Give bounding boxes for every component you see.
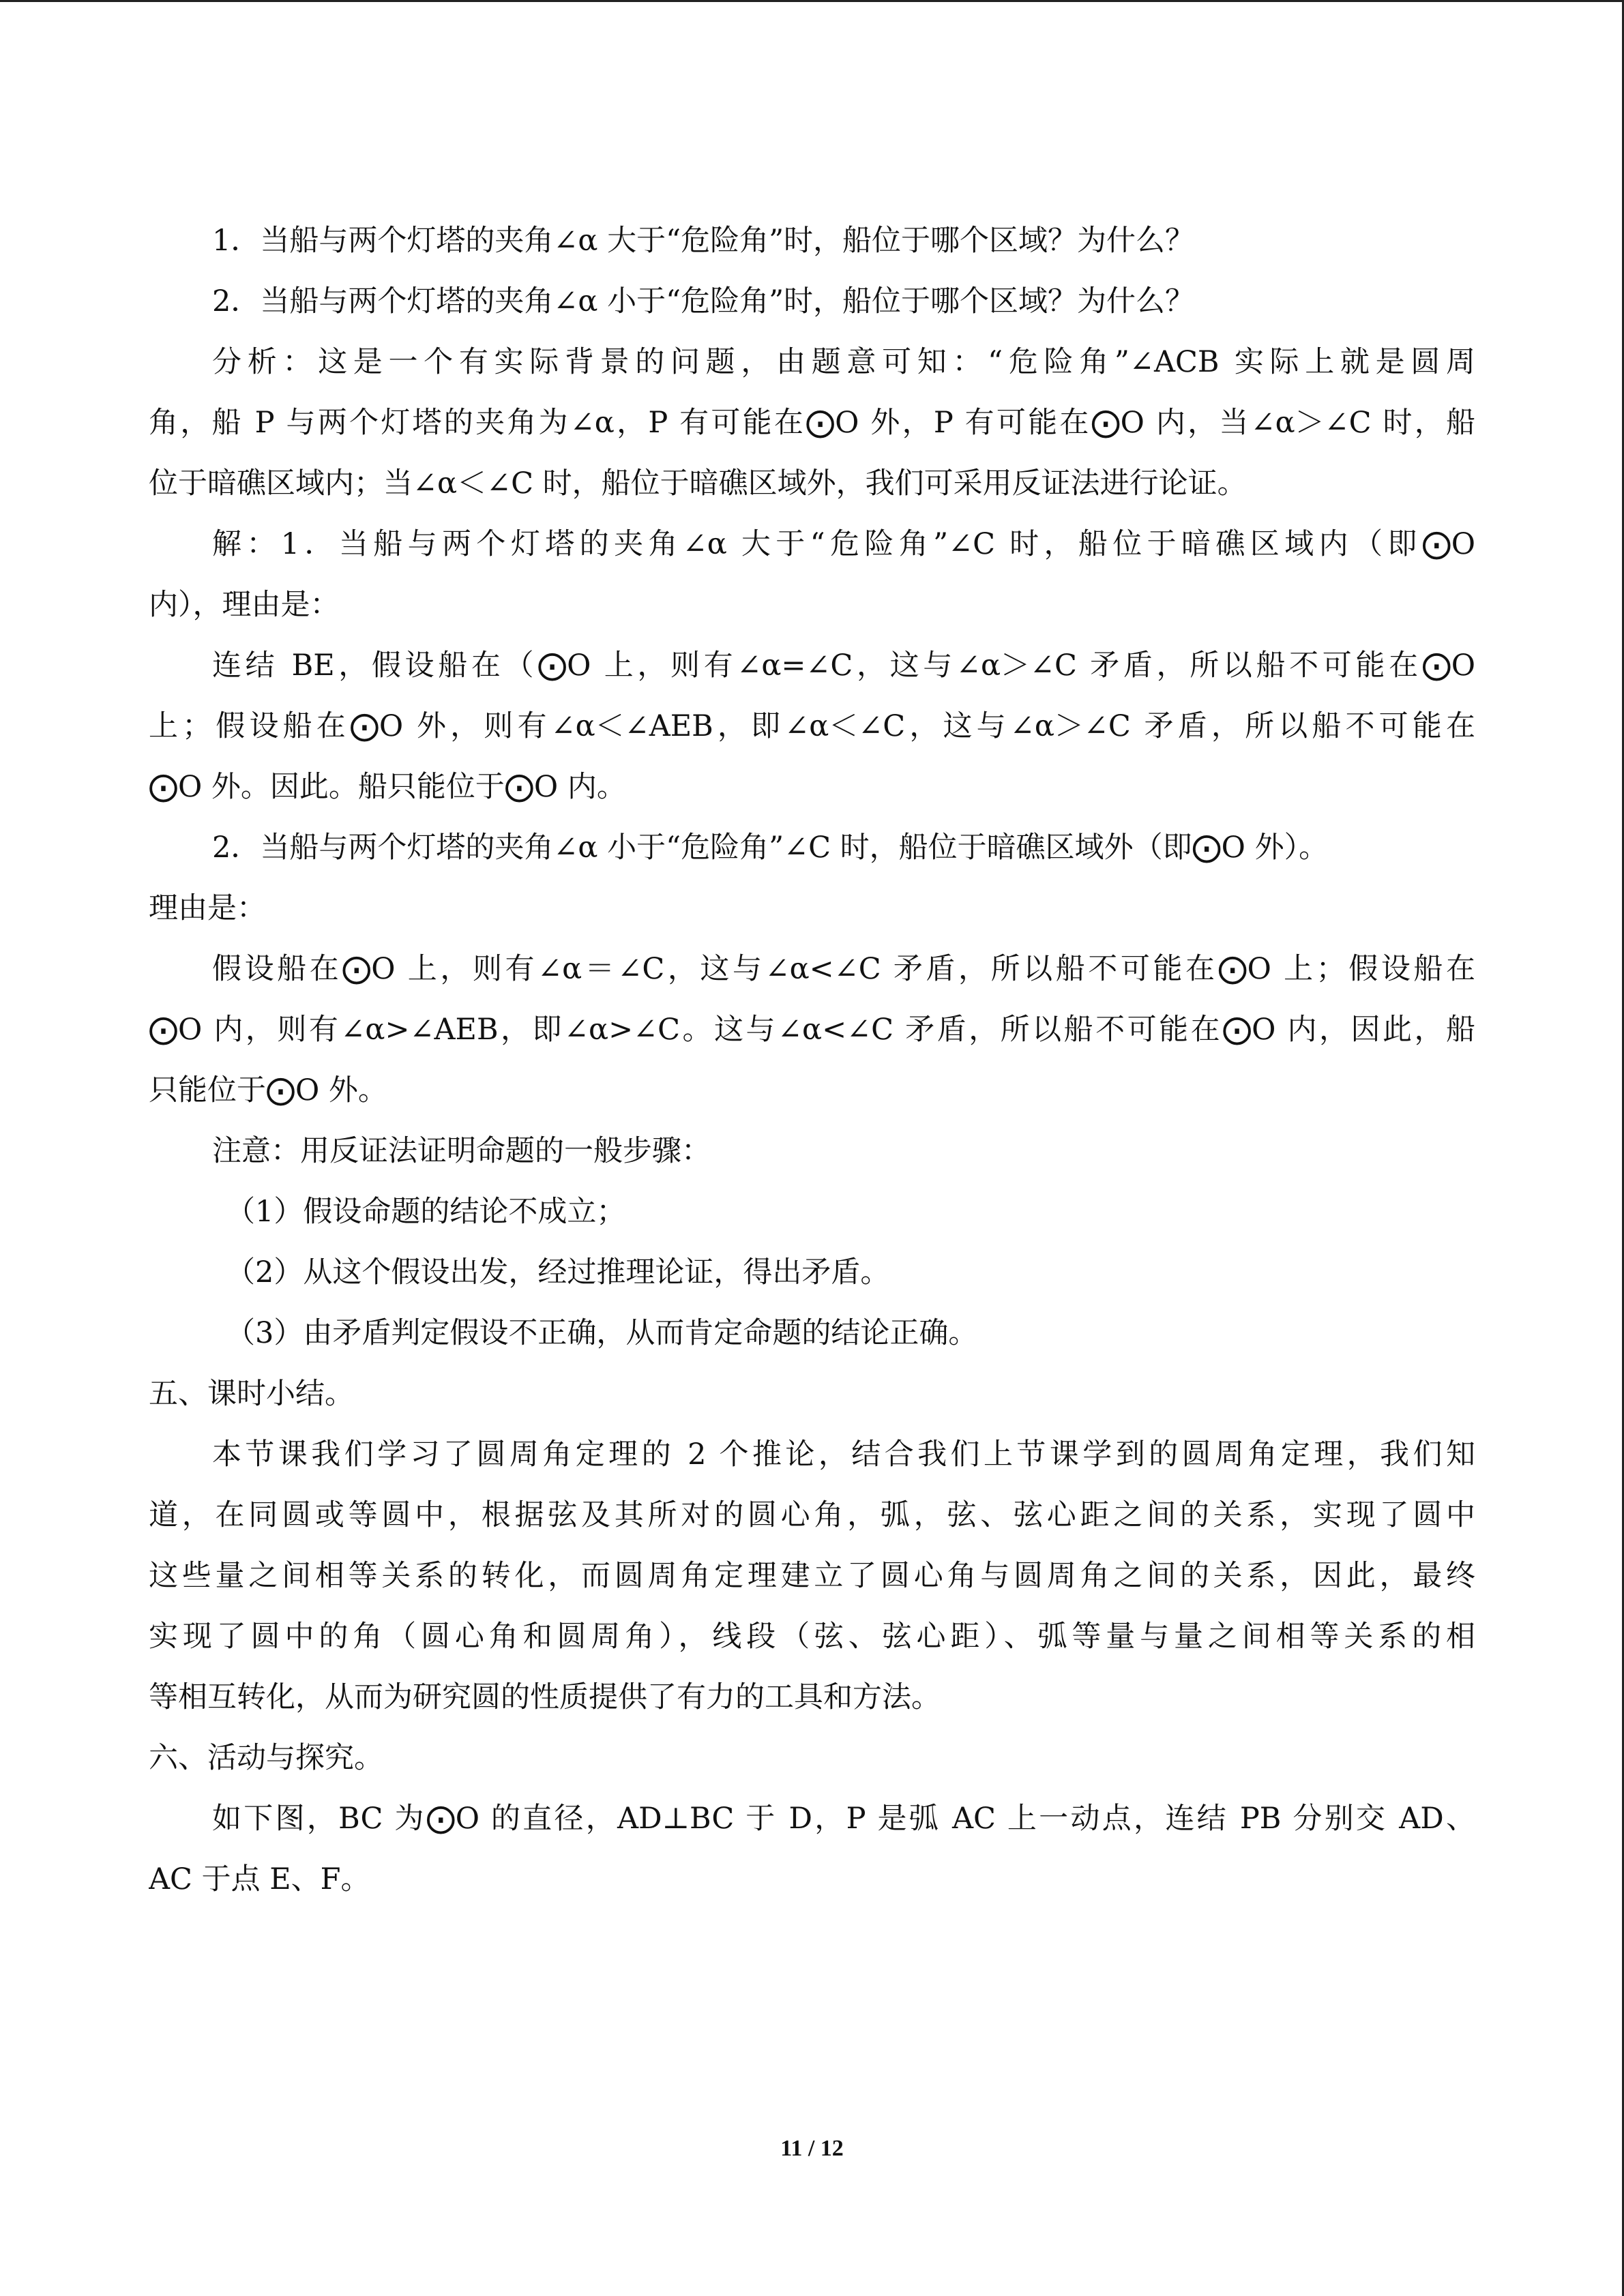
activity-line-1: 如下图，BC 为⨀O 的直径，AD⊥BC 于 D，P 是弧 AC 上一动点，连结 PB 分别交 AD、 — [212, 1802, 1475, 1836]
proof-1-line-1: 连结 BE，假设船在（⨀O 上，则有∠α=∠C，这与∠α＞∠C 矛盾，所以船不可能在⨀O — [212, 648, 1475, 683]
solution-1-line-1: 解：1．当船与两个灯塔的夹角∠α 大于“危险角”∠C 时，船位于暗礁区域内（即⨀O — [212, 527, 1475, 561]
solution-2-line-1: 2．当船与两个灯塔的夹角∠α 小于“危险角”∠C 时，船位于暗礁区域外（即⨀O 外）。 — [212, 831, 1329, 865]
proof-2-line-3: 只能位于⨀O 外。 — [149, 1073, 387, 1107]
note-line: 注意：用反证法证明命题的一般步骤： — [212, 1134, 711, 1168]
analysis-line-2: 角，船 P 与两个灯塔的夹角为∠α，P 有可能在⨀O 外，P 有可能在⨀O 内，当∠α＞∠C 时，船 — [149, 406, 1475, 440]
page-number: 11 / 12 — [780, 2136, 844, 2161]
proof-1-line-3: ⨀O 外。因此。船只能位于⨀O 内。 — [149, 770, 626, 804]
document-body — [149, 211, 1475, 1910]
proof-2-line-2: ⨀O 内，则有∠α>∠AEB，即∠α>∠C。这与∠α<∠C 矛盾，所以船不可能在⨀O 内，因此，船 — [149, 1013, 1475, 1047]
question-2-line: 2．当船与两个灯塔的夹角∠α 小于“危险角”时，船位于哪个区域？为什么？ — [212, 284, 1195, 318]
summary-line-3: 这些量之间相等关系的转化，而圆周角定理建立了圆心角与圆周角之间的关系，因此，最终 — [149, 1559, 1475, 1593]
summary-line-5: 等相互转化，从而为研究圆的性质提供了有力的工具和方法。 — [149, 1680, 941, 1714]
analysis-line-1: 分析：这是一个有实际背景的问题，由题意可知：“危险角”∠ACB 实际上就是圆周 — [212, 345, 1475, 379]
step-2-line: （2）从这个假设出发，经过推理论证，得出矛盾。 — [226, 1255, 890, 1289]
summary-line-1: 本节课我们学习了圆周角定理的 2 个推论，结合我们上节课学到的圆周角定理，我们知 — [212, 1437, 1475, 1472]
section-5-heading: 五、课时小结。 — [149, 1377, 354, 1411]
solution-2-line-2: 理由是： — [149, 891, 266, 925]
analysis-line-3: 位于暗礁区域内；当∠α＜∠C 时，船位于暗礁区域外，我们可采用反证法进行论证。 — [149, 466, 1247, 501]
summary-line-2: 道，在同圆或等圆中，根据弦及其所对的圆心角，弧，弦、弦心距之间的关系，实现了圆中 — [149, 1498, 1475, 1532]
section-6-heading: 六、活动与探究。 — [149, 1741, 383, 1775]
summary-line-4: 实现了圆中的角（圆心角和圆周角），线段（弦、弦心距）、弧等量与量之间相等关系的相 — [149, 1620, 1475, 1654]
question-1-line: 1．当船与两个灯塔的夹角∠α 大于“危险角”时，船位于哪个区域？为什么？ — [212, 224, 1195, 258]
proof-1-line-2: 上；假设船在⨀O 外，则有∠α＜∠AEB，即∠α＜∠C，这与∠α＞∠C 矛盾，所以船不可能在 — [149, 709, 1475, 743]
step-1-line: （1）假设命题的结论不成立； — [226, 1195, 626, 1229]
activity-line-2: AC 于点 E、F。 — [149, 1862, 370, 1896]
step-3-line: （3）由矛盾判定假设不正确，从而肯定命题的结论正确。 — [226, 1316, 978, 1350]
proof-2-line-1: 假设船在⨀O 上，则有∠α＝∠C，这与∠α<∠C 矛盾，所以船不可能在⨀O 上；假设船在 — [212, 952, 1475, 986]
solution-1-line-2: 内），理由是： — [149, 588, 340, 622]
